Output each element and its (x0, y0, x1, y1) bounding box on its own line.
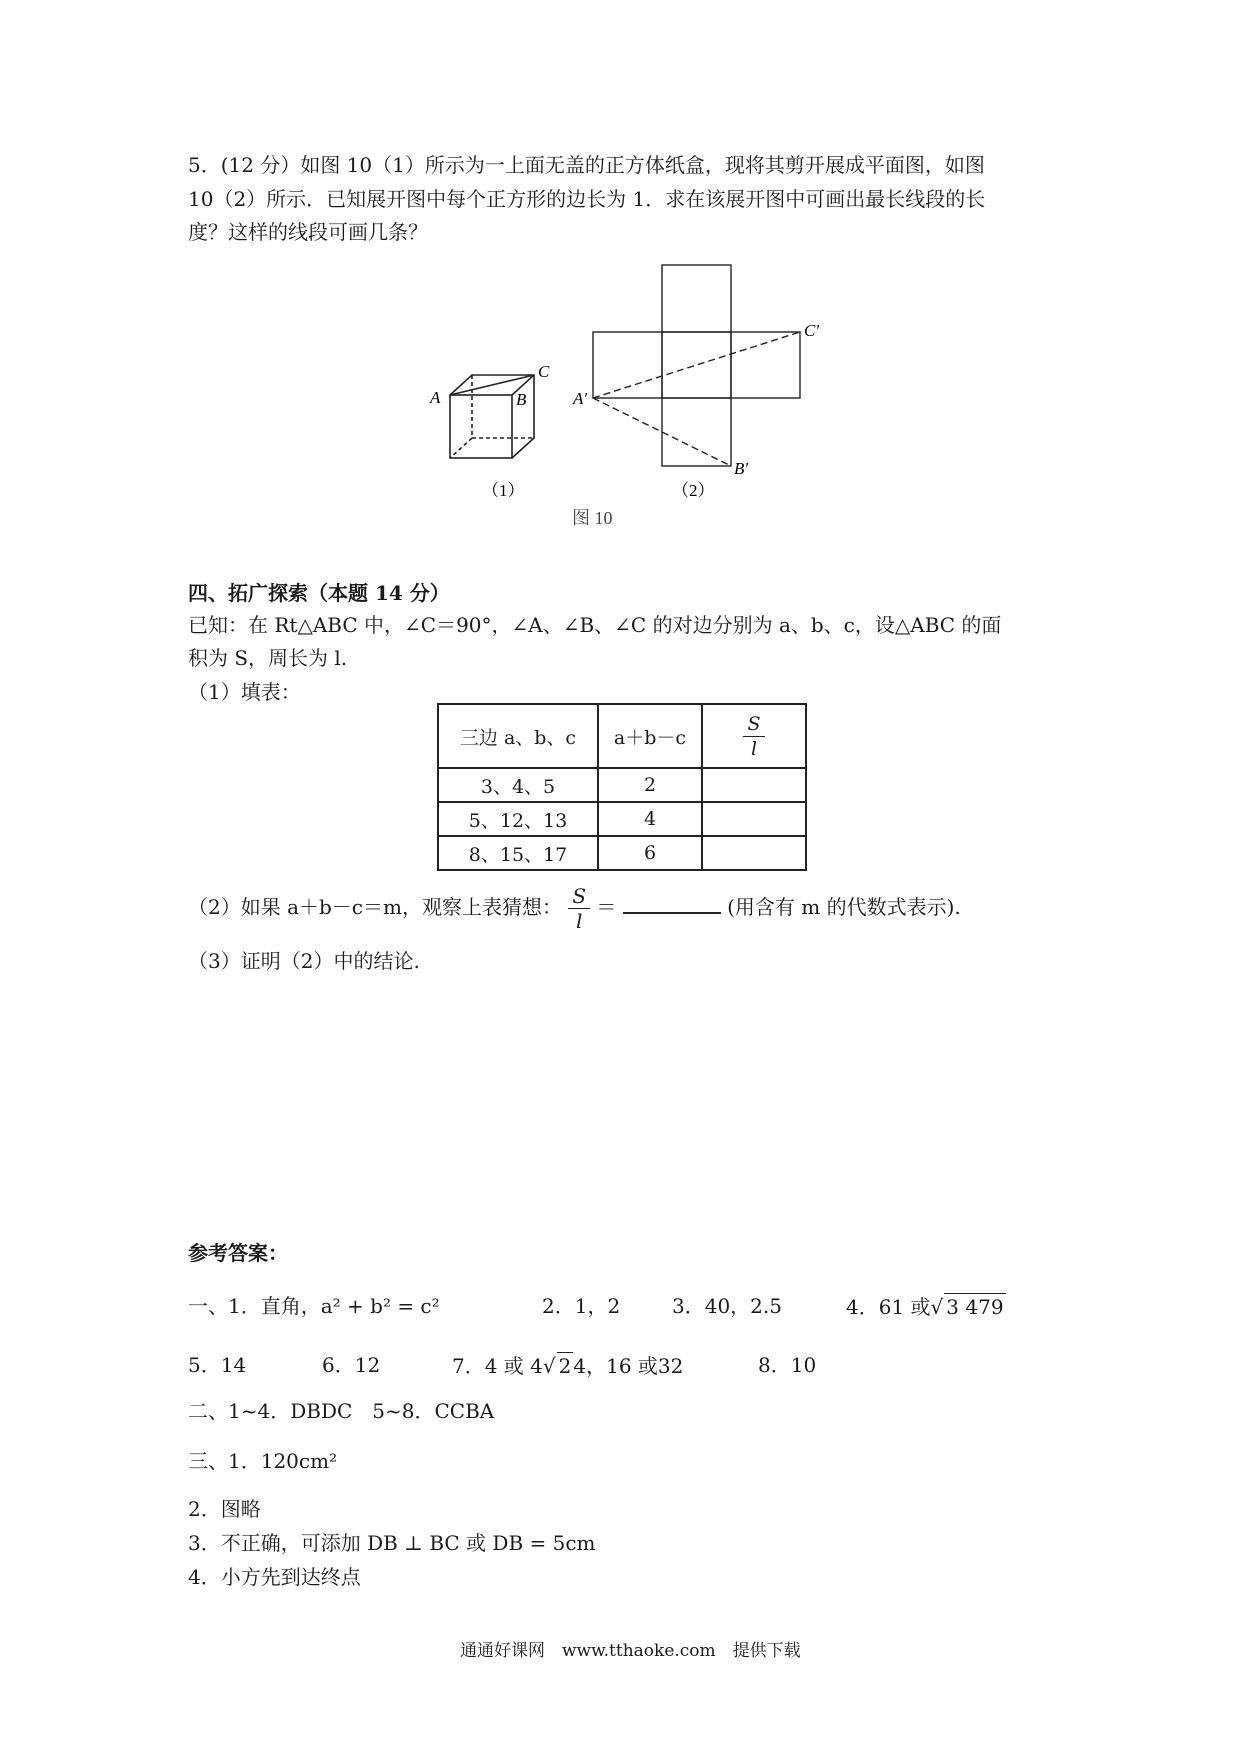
frac-num: S (743, 712, 764, 737)
cell-sum: 2 (598, 768, 702, 802)
answer-1-7-radicand: 2 (558, 1354, 572, 1378)
given-line1: 已知：在 Rt△ABC 中，∠C＝90°，∠A、∠B、∠C 的对边分别为 a、b、c，设△ABC 的面 (188, 613, 1002, 637)
q5-line1: 5．(12 分）如图 10（1）所示为一上面无盖的正方体纸盒，现将其剪开展成平面图，如图 (188, 153, 985, 177)
header-ratio (702, 704, 806, 768)
answer-1-4-radicand: 3 479 (946, 1295, 1004, 1319)
answer-1-6: 6．12 (322, 1353, 381, 1377)
label-c-prime: C′ (804, 321, 820, 340)
part2-hint: (用含有 m 的代数式表示). (727, 895, 961, 919)
answer-1-7-pre: 7．4 或 4 (452, 1354, 543, 1378)
part3-label: （3）证明（2）中的结论. (188, 949, 420, 973)
table-row (438, 802, 806, 836)
answer-1-2: 2．1，2 (542, 1294, 621, 1318)
frac-den: l (750, 737, 758, 760)
header-sum: a＋b－c (598, 704, 702, 768)
q5-line3: 度？这样的线段可画几条？ (188, 220, 428, 244)
label-b: B (516, 390, 527, 409)
cube-figure (450, 375, 534, 458)
page-footer: 通通好课网 www.tthaoke.com 提供下载 (460, 1641, 801, 1661)
part2-fraction (568, 884, 590, 933)
cell-ratio[interactable] (702, 836, 806, 870)
ratio-fraction (743, 712, 764, 761)
cell-ratio[interactable] (702, 768, 806, 802)
label-a: A (430, 388, 441, 407)
answers-heading: 参考答案： (188, 1241, 288, 1265)
answer-1-4-pre: 4．61 或 (846, 1295, 931, 1319)
header-sides: 三边 a、b、c (438, 704, 598, 768)
label-c: C (538, 362, 550, 381)
part2-den: l (575, 909, 583, 933)
fill-table (437, 703, 807, 871)
part2-equals: ＝ (596, 895, 617, 919)
label-a-prime: A′ (573, 389, 588, 408)
answer-1-5: 5．14 (188, 1353, 247, 1377)
section4-heading: 四、拓广探索（本题 14 分） (188, 581, 450, 605)
figure-10 (420, 262, 820, 532)
answer-part2: 二、1~4．DBDC 5~8．CCBA (188, 1399, 495, 1423)
answer-1-7: 7．4 或 4√ 2 4，16 或32 (452, 1354, 684, 1378)
cell-sides: 8、15、17 (438, 836, 598, 870)
answer-1-4: 4．61 或√ 3 479 (846, 1295, 1004, 1319)
cell-sum: 4 (598, 802, 702, 836)
answer-blank[interactable] (623, 892, 721, 914)
answer-1-7-post: 4，16 或32 (573, 1354, 684, 1378)
table-row (438, 836, 806, 870)
part2-text: （2）如果 a＋b－c＝m，观察上表猜想： (188, 895, 562, 919)
part2-line (188, 884, 961, 933)
label-b-prime: B′ (734, 459, 749, 478)
sub-label-1: （1） (482, 481, 525, 500)
table-row (438, 768, 806, 802)
cell-sum: 6 (598, 836, 702, 870)
answer-part3-4: 4．小方先到达终点 (188, 1565, 361, 1589)
table-header-row (438, 704, 806, 768)
answer-1-3: 3．40，2.5 (672, 1294, 782, 1318)
given-line2: 积为 S，周长为 l. (188, 646, 348, 670)
answer-part3-3: 3．不正确，可添加 DB ⊥ BC 或 DB = 5cm (188, 1531, 596, 1555)
net-figure (593, 265, 800, 466)
answer-1-8: 8．10 (758, 1353, 817, 1377)
q5-line2: 10（2）所示．已知展开图中每个正方形的边长为 1．求在该展开图中可画出最长线段的长 (188, 187, 986, 211)
figure-caption: 图 10 (572, 508, 613, 528)
part2-num: S (568, 884, 590, 909)
cell-ratio[interactable] (702, 802, 806, 836)
part1-label: （1）填表： (188, 680, 301, 704)
answer-part3-1: 三、1．120cm² (188, 1449, 338, 1473)
cell-sides: 3、4、5 (438, 768, 598, 802)
answer-1-1: 一、1．直角，a² + b² = c² (188, 1294, 440, 1318)
sub-label-2: （2） (672, 481, 715, 500)
cell-sides: 5、12、13 (438, 802, 598, 836)
answer-part3-2: 2．图略 (188, 1497, 261, 1521)
